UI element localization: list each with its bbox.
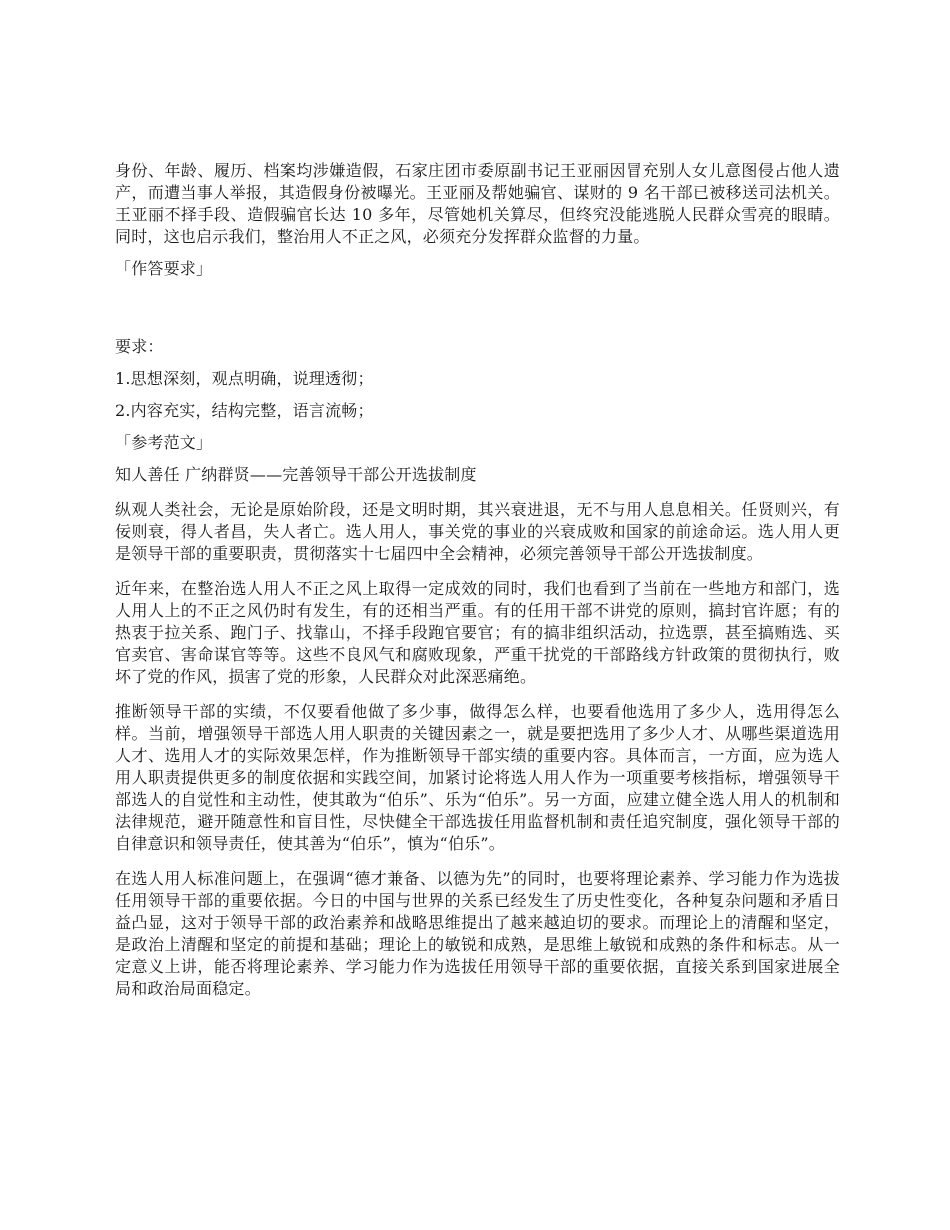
sample-essay-header: 「参考范文」	[115, 433, 213, 452]
essay-paragraph-3: 推断领导干部的实绩，不仅要看他做了多少事，做得怎么样，也要看他选用了多少人，选用得怎么样。当前，增强领导干部选人用人职责的关键因素之一，就是要把选用了多少人才、从哪些渠道选用人才、选用人才的实际效果怎样，作为推断领导干部实绩的重要内容。具体而言，一方面，应为选人用人职责提供更多的制度依据和实践空间，加紧讨论将选人用人作为一项重要考核指标，增强领导干部选人的自觉性和主动性，使其敢为“伯乐”、乐为“伯乐”。另一方面，应建立健全选人用人的机制和法律规范，避开随意性和盲目性，尽快健全干部选拔任用监督机制和责任追究制度，强化领导干部的自律意识和领导责任，使其善为“伯乐”，慎为“伯乐”。	[115, 702, 840, 853]
document-page	[115, 160, 840, 1000]
essay-paragraph-4: 在选人用人标准问题上，在强调“德才兼备、以德为先”的同时，也要将理论素养、学习能力作为选拔任用领导干部的重要依据。今日的中国与世界的关系已经发生了历史性变化，各种复杂问题和矛盾日益凸显，这对于领导干部的政治素养和战略思维提出了越来越迫切的要求。而理论上的清醒和坚定，是政治上清醒和坚定的前提和基础；理论上的敏锐和成熟，是思维上敏锐和成熟的条件和标志。从一定意义上讲，能否将理论素养、学习能力作为选拔任用领导干部的重要依据，直接关系到国家进展全局和政治局面稳定。	[115, 869, 840, 998]
requirement-item-1: 1.思想深刻，观点明确，说理透彻；	[115, 369, 374, 388]
essay-paragraph-2: 近年来，在整治选人用人不正之风上取得一定成效的同时，我们也看到了当前在一些地方和部门，选人用人上的不正之风仍时有发生，有的还相当严重。有的任用干部不讲党的原则，搞封官许愿；有的热衷于拉关系、跑门子、找靠山，不择手段跑官要官；有的搞非组织活动，拉选票，甚至搞贿选、买官卖官、害命谋官等等。这些不良风气和腐败现象，严重干扰党的干部路线方针政策的贯彻执行，败坏了党的作风，损害了党的形象，人民群众对此深恶痛绝。	[115, 579, 840, 686]
essay-paragraph-1: 纵观人类社会，无论是原始阶段，还是文明时期，其兴衰进退，无不与用人息息相关。任贤则兴，有佞则衰，得人者昌，失人者亡。选人用人，事关党的事业的兴衰成败和国家的前途命运。选人用人更是领导干部的重要职责，贯彻落实十七届四中全会精神，必须完善领导干部公开选拔制度。	[115, 500, 840, 563]
answer-requirements-header: 「作答要求」	[115, 259, 213, 278]
requirements-label: 要求：	[115, 337, 164, 356]
requirement-item-2: 2.内容充实，结构完整，语言流畅；	[115, 401, 374, 420]
intro-paragraph: 身份、年龄、履历、档案均涉嫌造假，石家庄团市委原副书记王亚丽因冒充别人女儿意图侵占他人遗产，而遭当事人举报，其造假身份被曝光。王亚丽及帮她骗官、谋财的 9 名干部已被移送司法机关。王亚丽不择手段、造假骗官长达 10 多年，尽管她机关算尽，但终究没能逃脱人民群众雪亮的眼睛。同时，这也启示我们，整治用人不正之风，必须充分发挥群众监督的力量。	[115, 161, 840, 246]
essay-title: 知人善任 广纳群贤——完善领导干部公开选拔制度	[115, 465, 477, 484]
